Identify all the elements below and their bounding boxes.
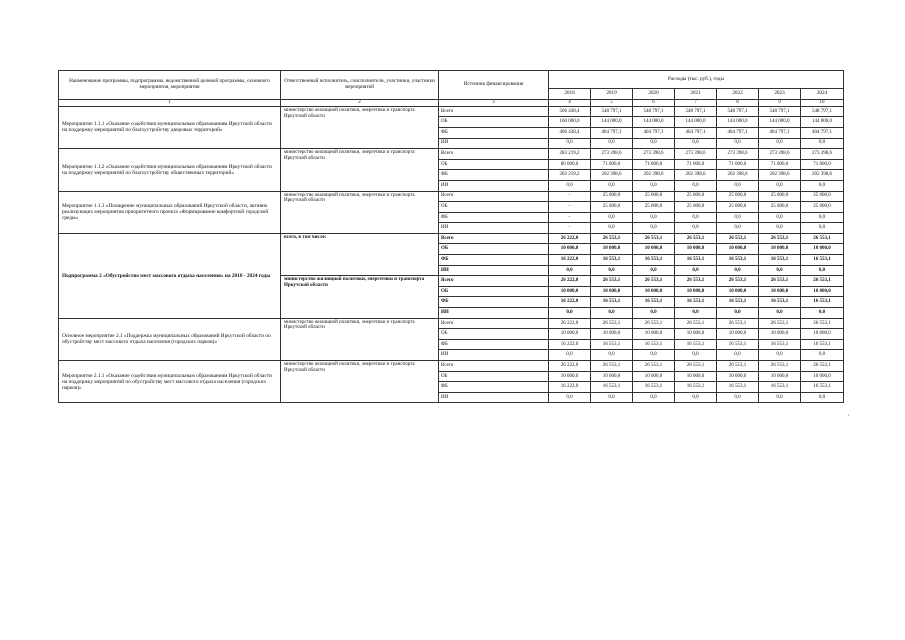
value-cell: 0,0 bbox=[759, 180, 801, 191]
value-cell: 10 000,0 bbox=[549, 329, 591, 340]
source-cell: ОБ bbox=[439, 286, 549, 297]
source-cell: ФБ bbox=[439, 170, 549, 181]
value-cell: 10 000,0 bbox=[633, 371, 675, 382]
value-cell: 548 797,1 bbox=[675, 106, 717, 117]
value-cell: 16 553,1 bbox=[801, 297, 844, 308]
value-cell: 25 000,0 bbox=[675, 202, 717, 213]
value-cell: - bbox=[549, 191, 591, 202]
responsible-cell: министерство жилищной политики, энергетики и транспорта Иркутской области bbox=[281, 276, 439, 318]
value-cell: 71 000,0 bbox=[675, 159, 717, 170]
source-cell: ФБ bbox=[439, 255, 549, 266]
value-cell: 25 000,0 bbox=[717, 202, 759, 213]
header-year: 2020 bbox=[633, 89, 675, 100]
value-cell: 0,0 bbox=[801, 392, 844, 403]
column-number: 3 bbox=[439, 100, 549, 107]
source-cell: ОБ bbox=[439, 117, 549, 128]
header-year: 2019 bbox=[591, 89, 633, 100]
value-cell: 548 797,1 bbox=[591, 106, 633, 117]
value-cell: 0,0 bbox=[759, 308, 801, 319]
value-cell: 26 553,1 bbox=[717, 276, 759, 287]
value-cell: 26 553,1 bbox=[633, 276, 675, 287]
value-cell: 16 553,1 bbox=[675, 382, 717, 393]
value-cell: 25 000,0 bbox=[633, 202, 675, 213]
value-cell: 566 438,4 bbox=[549, 106, 591, 117]
value-cell: 10 000,0 bbox=[549, 244, 591, 255]
value-cell: 26 553,1 bbox=[759, 318, 801, 329]
source-cell: ФБ bbox=[439, 339, 549, 350]
value-cell: 10 000,0 bbox=[759, 371, 801, 382]
value-cell: 16 553,1 bbox=[675, 255, 717, 266]
value-cell: 16 553,1 bbox=[717, 297, 759, 308]
value-cell: 16 553,1 bbox=[717, 339, 759, 350]
value-cell: 0,0 bbox=[633, 265, 675, 276]
value-cell: 273 398,6 bbox=[591, 149, 633, 160]
value-cell: 0,0 bbox=[717, 212, 759, 223]
table-header bbox=[59, 71, 844, 107]
value-cell: 10 000,0 bbox=[591, 371, 633, 382]
source-cell: Всего bbox=[439, 191, 549, 202]
value-cell: 10 000,0 bbox=[549, 286, 591, 297]
value-cell: 10 000,0 bbox=[549, 371, 591, 382]
value-cell: 10 000,0 bbox=[675, 371, 717, 382]
value-cell: 404 797,1 bbox=[591, 127, 633, 138]
value-cell: 71 000,0 bbox=[801, 159, 844, 170]
column-number: 6 bbox=[633, 100, 675, 107]
value-cell: 0,0 bbox=[633, 223, 675, 234]
value-cell: 26 553,1 bbox=[591, 233, 633, 244]
value-cell: 10 000,0 bbox=[801, 244, 844, 255]
value-cell: 26 222,0 bbox=[549, 318, 591, 329]
value-cell: 26 553,1 bbox=[633, 318, 675, 329]
value-cell: 10 000,0 bbox=[801, 286, 844, 297]
header-year: 2023 bbox=[759, 89, 801, 100]
source-cell: ИИ bbox=[439, 223, 549, 234]
value-cell: 0,0 bbox=[801, 350, 844, 361]
value-cell: 16 553,1 bbox=[591, 339, 633, 350]
column-number: 1 bbox=[59, 100, 281, 107]
value-cell: 144 000,0 bbox=[633, 117, 675, 128]
value-cell: 16 222,0 bbox=[549, 297, 591, 308]
value-cell: 26 553,1 bbox=[801, 318, 844, 329]
column-numbers-row bbox=[59, 100, 844, 107]
value-cell: 0,0 bbox=[549, 138, 591, 149]
value-cell: 0,0 bbox=[549, 180, 591, 191]
responsible-cell: министерство жилищной политики, энергетики и транспорта Иркутской области bbox=[281, 318, 439, 360]
value-cell: 406 438,4 bbox=[549, 127, 591, 138]
header-year: 2021 bbox=[675, 89, 717, 100]
value-cell: 10 000,0 bbox=[759, 286, 801, 297]
financing-table bbox=[58, 70, 844, 403]
value-cell: 0,0 bbox=[591, 350, 633, 361]
column-number: 2 bbox=[281, 100, 439, 107]
value-cell: 283 219,2 bbox=[549, 149, 591, 160]
value-cell: 144 000,0 bbox=[591, 117, 633, 128]
value-cell: 26 553,1 bbox=[759, 276, 801, 287]
value-cell: 273 398,6 bbox=[633, 149, 675, 160]
value-cell: 0,0 bbox=[801, 138, 844, 149]
value-cell: 0,0 bbox=[549, 265, 591, 276]
value-cell: 202 398,6 bbox=[801, 170, 844, 181]
table-row bbox=[59, 233, 844, 244]
value-cell: 25 000,0 bbox=[675, 191, 717, 202]
table-body bbox=[59, 106, 844, 403]
value-cell: 202 398,6 bbox=[591, 170, 633, 181]
source-cell: Всего bbox=[439, 106, 549, 117]
value-cell: 0,0 bbox=[633, 212, 675, 223]
value-cell: 16 553,1 bbox=[801, 339, 844, 350]
responsible-cell: министерство жилищной политики, энергетики и транспорта Иркутской области bbox=[281, 149, 439, 191]
value-cell: 25 000,0 bbox=[591, 202, 633, 213]
value-cell: 71 000,0 bbox=[759, 159, 801, 170]
value-cell: 10 000,0 bbox=[801, 329, 844, 340]
value-cell: 26 553,1 bbox=[591, 361, 633, 372]
source-cell: ИИ bbox=[439, 265, 549, 276]
value-cell: 144 000,0 bbox=[801, 117, 844, 128]
source-cell: ОБ bbox=[439, 329, 549, 340]
value-cell: 26 553,1 bbox=[801, 276, 844, 287]
value-cell: 71 000,0 bbox=[633, 159, 675, 170]
value-cell: 0,0 bbox=[801, 308, 844, 319]
value-cell: 0,0 bbox=[717, 308, 759, 319]
value-cell: 26 553,1 bbox=[675, 318, 717, 329]
source-cell: ИИ bbox=[439, 138, 549, 149]
value-cell: 0,0 bbox=[801, 265, 844, 276]
value-cell: 404 797,1 bbox=[801, 127, 844, 138]
value-cell: 26 553,1 bbox=[801, 361, 844, 372]
margin-mark-dot: , bbox=[848, 411, 850, 417]
value-cell: 10 000,0 bbox=[675, 329, 717, 340]
source-cell: Всего bbox=[439, 233, 549, 244]
value-cell: 26 553,1 bbox=[759, 361, 801, 372]
value-cell: 10 000,0 bbox=[675, 244, 717, 255]
value-cell: 0,0 bbox=[759, 265, 801, 276]
value-cell: 0,0 bbox=[633, 392, 675, 403]
value-cell: 0,0 bbox=[675, 212, 717, 223]
value-cell: - bbox=[549, 212, 591, 223]
table-row bbox=[59, 149, 844, 160]
source-cell: ФБ bbox=[439, 127, 549, 138]
value-cell: 10 000,0 bbox=[591, 244, 633, 255]
value-cell: 0,0 bbox=[759, 350, 801, 361]
value-cell: 0,0 bbox=[675, 392, 717, 403]
value-cell: 160 000,0 bbox=[549, 117, 591, 128]
source-cell: ОБ bbox=[439, 202, 549, 213]
value-cell: 0,0 bbox=[801, 223, 844, 234]
value-cell: 10 000,0 bbox=[759, 244, 801, 255]
program-name-cell: Мероприятие 2.1.1 «Оказание содействия муниципальным образованиям Иркутской области на поддержку мероприятий по обустройству мест массового отдыха населения (городских парков)» bbox=[59, 361, 281, 403]
value-cell: 71 000,0 bbox=[591, 159, 633, 170]
value-cell: 203 219,2 bbox=[549, 170, 591, 181]
source-cell: ИИ bbox=[439, 392, 549, 403]
value-cell: 10 000,0 bbox=[591, 286, 633, 297]
program-name-cell: Мероприятие 1.1.3 «Поощрение муниципальных образований Иркутской области, активно реализующих мероприятия приоритетного проекта «Формирование комфортной городской среды» bbox=[59, 191, 281, 233]
value-cell: 0,0 bbox=[675, 308, 717, 319]
value-cell: 16 553,1 bbox=[717, 255, 759, 266]
value-cell: 26 553,1 bbox=[717, 318, 759, 329]
value-cell: 25 000,0 bbox=[759, 191, 801, 202]
value-cell: 0,0 bbox=[633, 350, 675, 361]
source-cell: ИИ bbox=[439, 308, 549, 319]
source-cell: ФБ bbox=[439, 297, 549, 308]
source-cell: ИИ bbox=[439, 350, 549, 361]
value-cell: 202 398,6 bbox=[717, 170, 759, 181]
value-cell: 16 553,1 bbox=[633, 339, 675, 350]
value-cell: 10 000,0 bbox=[801, 371, 844, 382]
value-cell: 16 553,1 bbox=[759, 382, 801, 393]
value-cell: 10 000,0 bbox=[675, 286, 717, 297]
value-cell: 0,0 bbox=[717, 180, 759, 191]
header-expenses: Расходы (тыс. руб.), годы bbox=[549, 71, 844, 89]
value-cell: 404 797,1 bbox=[633, 127, 675, 138]
value-cell: 144 000,0 bbox=[675, 117, 717, 128]
value-cell: 25 000,0 bbox=[801, 191, 844, 202]
value-cell: 16 553,1 bbox=[591, 297, 633, 308]
value-cell: 16 553,1 bbox=[759, 339, 801, 350]
value-cell: 16 553,1 bbox=[759, 297, 801, 308]
value-cell: 26 553,1 bbox=[675, 276, 717, 287]
source-cell: Всего bbox=[439, 276, 549, 287]
value-cell: 0,0 bbox=[591, 308, 633, 319]
value-cell: 0,0 bbox=[549, 350, 591, 361]
value-cell: 16 553,1 bbox=[591, 255, 633, 266]
column-number: 10 bbox=[801, 100, 844, 107]
value-cell: 0,0 bbox=[759, 392, 801, 403]
value-cell: 202 398,6 bbox=[759, 170, 801, 181]
value-cell: 16 553,1 bbox=[801, 255, 844, 266]
value-cell: 26 222,0 bbox=[549, 361, 591, 372]
value-cell: 26 553,1 bbox=[717, 361, 759, 372]
value-cell: 25 000,0 bbox=[591, 191, 633, 202]
value-cell: - bbox=[549, 223, 591, 234]
value-cell: 0,0 bbox=[675, 138, 717, 149]
value-cell: 144 000,0 bbox=[759, 117, 801, 128]
value-cell: 0,0 bbox=[633, 138, 675, 149]
value-cell: 10 000,0 bbox=[633, 244, 675, 255]
value-cell: 26 553,1 bbox=[591, 318, 633, 329]
value-cell: 0,0 bbox=[675, 180, 717, 191]
value-cell: 80 000,0 bbox=[549, 159, 591, 170]
value-cell: 273 398,6 bbox=[801, 149, 844, 160]
column-number: 7 bbox=[675, 100, 717, 107]
header-source: Источник финансирования bbox=[439, 71, 549, 100]
value-cell: - bbox=[549, 202, 591, 213]
value-cell: 0,0 bbox=[717, 138, 759, 149]
value-cell: 0,0 bbox=[759, 212, 801, 223]
header-year: 2022 bbox=[717, 89, 759, 100]
source-cell: ОБ bbox=[439, 371, 549, 382]
value-cell: 26 553,1 bbox=[591, 276, 633, 287]
value-cell: 16 553,1 bbox=[633, 297, 675, 308]
value-cell: 10 000,0 bbox=[591, 329, 633, 340]
value-cell: 16 222,0 bbox=[549, 339, 591, 350]
value-cell: 0,0 bbox=[717, 265, 759, 276]
value-cell: 548 797,1 bbox=[759, 106, 801, 117]
value-cell: 16 553,1 bbox=[675, 297, 717, 308]
value-cell: 16 553,1 bbox=[717, 382, 759, 393]
value-cell: 0,0 bbox=[759, 138, 801, 149]
value-cell: 26 553,1 bbox=[801, 233, 844, 244]
value-cell: 0,0 bbox=[591, 180, 633, 191]
responsible-cell: министерство жилищной политики, энергетики и транспорта Иркутской области bbox=[281, 361, 439, 403]
table-row bbox=[59, 318, 844, 329]
source-cell: Всего bbox=[439, 361, 549, 372]
value-cell: 26 553,1 bbox=[633, 233, 675, 244]
value-cell: 0,0 bbox=[591, 392, 633, 403]
value-cell: 273 398,6 bbox=[675, 149, 717, 160]
value-cell: 16 553,1 bbox=[759, 255, 801, 266]
value-cell: 202 398,6 bbox=[633, 170, 675, 181]
value-cell: 404 797,1 bbox=[717, 127, 759, 138]
value-cell: 144 000,0 bbox=[717, 117, 759, 128]
value-cell: 548 797,1 bbox=[633, 106, 675, 117]
value-cell: 10 000,0 bbox=[717, 371, 759, 382]
value-cell: 0,0 bbox=[717, 392, 759, 403]
header-responsible: Ответственный исполнитель, соисполнители, участники, участники мероприятий bbox=[281, 71, 439, 100]
value-cell: 26 553,1 bbox=[675, 361, 717, 372]
value-cell: 202 398,6 bbox=[675, 170, 717, 181]
value-cell: 0,0 bbox=[591, 138, 633, 149]
value-cell: 0,0 bbox=[633, 308, 675, 319]
value-cell: 0,0 bbox=[717, 223, 759, 234]
value-cell: 26 222,0 bbox=[549, 276, 591, 287]
value-cell: 404 797,1 bbox=[759, 127, 801, 138]
program-name-cell: Мероприятие 1.1.2 «Оказание содействия муниципальным образованиям Иркутской области на поддержку мероприятий по благоустройству общественных территорий» bbox=[59, 149, 281, 191]
program-name-cell: Основное мероприятие 2.1 «Поддержка муниципальных образований Иркутской области по обустройству мест массового отдыха населения (городских парков)» bbox=[59, 318, 281, 360]
responsible-cell: всего, в том числе: bbox=[281, 233, 439, 275]
program-name-cell: Подпрограмма 2 «Обустройство мест массового отдыха населения» на 2018 - 2024 годы bbox=[59, 233, 281, 318]
value-cell: 10 000,0 bbox=[759, 329, 801, 340]
value-cell: 0,0 bbox=[675, 265, 717, 276]
value-cell: 273 398,6 bbox=[759, 149, 801, 160]
value-cell: 0,0 bbox=[801, 212, 844, 223]
value-cell: 16 553,1 bbox=[591, 382, 633, 393]
source-cell: Всего bbox=[439, 318, 549, 329]
value-cell: 25 000,0 bbox=[759, 202, 801, 213]
column-number: 9 bbox=[759, 100, 801, 107]
value-cell: 404 797,1 bbox=[675, 127, 717, 138]
value-cell: 25 000,0 bbox=[633, 191, 675, 202]
value-cell: 26 553,1 bbox=[675, 233, 717, 244]
value-cell: 16 553,1 bbox=[633, 255, 675, 266]
responsible-cell: министерство жилищной политики, энергетики и транспорта Иркутской области bbox=[281, 106, 439, 148]
table-row bbox=[59, 191, 844, 202]
value-cell: 16 553,1 bbox=[633, 382, 675, 393]
column-number: 5 bbox=[591, 100, 633, 107]
value-cell: 71 000,0 bbox=[717, 159, 759, 170]
responsible-cell: министерство жилищной политики, энергетики и транспорта Иркутской области bbox=[281, 191, 439, 233]
value-cell: 10 000,0 bbox=[717, 286, 759, 297]
header-program: Наименование программы, подпрограммы, ведомственной целевой программы, основного мероприятия, мероприятия bbox=[59, 71, 281, 100]
header-year: 2024 bbox=[801, 89, 844, 100]
value-cell: 0,0 bbox=[801, 180, 844, 191]
value-cell: 26 222,0 bbox=[549, 233, 591, 244]
value-cell: 273 398,6 bbox=[717, 149, 759, 160]
table-row bbox=[59, 106, 844, 117]
source-cell: ОБ bbox=[439, 159, 549, 170]
value-cell: 25 000,0 bbox=[801, 202, 844, 213]
table-row bbox=[59, 361, 844, 372]
header-year: 2018 bbox=[549, 89, 591, 100]
value-cell: 26 553,1 bbox=[717, 233, 759, 244]
program-name-cell: Мероприятие 1.1.1 «Оказание содействия муниципальным образованиям Иркутской области на поддержку мероприятий по благоустройству дворовых территорий» bbox=[59, 106, 281, 148]
value-cell: 0,0 bbox=[549, 392, 591, 403]
value-cell: 0,0 bbox=[591, 223, 633, 234]
value-cell: 16 553,1 bbox=[675, 339, 717, 350]
value-cell: 16 222,0 bbox=[549, 255, 591, 266]
value-cell: 0,0 bbox=[759, 223, 801, 234]
value-cell: 10 000,0 bbox=[717, 329, 759, 340]
source-cell: ФБ bbox=[439, 212, 549, 223]
source-cell: Всего bbox=[439, 149, 549, 160]
value-cell: 25 000,0 bbox=[717, 191, 759, 202]
column-number: 8 bbox=[717, 100, 759, 107]
column-number: 4 bbox=[549, 100, 591, 107]
value-cell: 16 222,0 bbox=[549, 382, 591, 393]
value-cell: 26 553,1 bbox=[633, 361, 675, 372]
value-cell: 10 000,0 bbox=[633, 286, 675, 297]
source-cell: ИИ bbox=[439, 180, 549, 191]
value-cell: 0,0 bbox=[717, 350, 759, 361]
value-cell: 0,0 bbox=[591, 265, 633, 276]
value-cell: 0,0 bbox=[675, 350, 717, 361]
value-cell: 0,0 bbox=[633, 180, 675, 191]
value-cell: 26 553,1 bbox=[759, 233, 801, 244]
source-cell: ФБ bbox=[439, 382, 549, 393]
value-cell: 16 553,1 bbox=[801, 382, 844, 393]
value-cell: 10 000,0 bbox=[633, 329, 675, 340]
value-cell: 548 797,1 bbox=[717, 106, 759, 117]
value-cell: 548 797,1 bbox=[801, 106, 844, 117]
value-cell: 0,0 bbox=[591, 212, 633, 223]
value-cell: 10 000,0 bbox=[717, 244, 759, 255]
source-cell: ОБ bbox=[439, 244, 549, 255]
value-cell: 0,0 bbox=[549, 308, 591, 319]
value-cell: 0,0 bbox=[675, 223, 717, 234]
